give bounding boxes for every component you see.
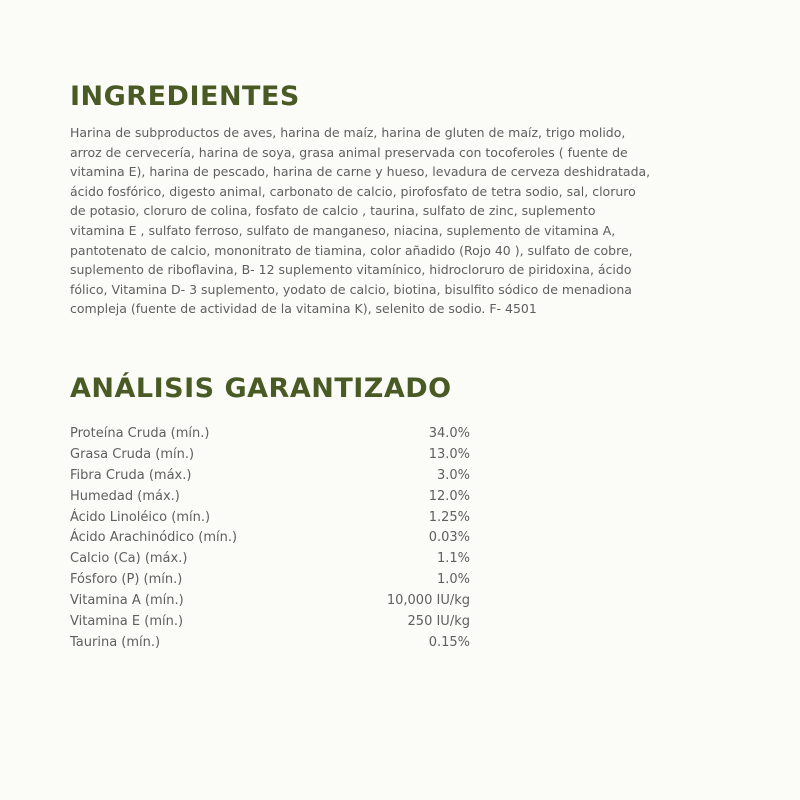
analysis-value: 1.25% (428, 509, 470, 525)
analysis-row (70, 633, 470, 654)
analysis-label: Grasa Cruda (mín.) (70, 446, 195, 462)
analysis-row (70, 549, 470, 570)
analysis-value: 12.0% (428, 488, 470, 504)
ingredients-line: fólico, Vitamina D- 3 suplemento, yodato de calcio, biotina, bisulfito sódico de menadiona (70, 281, 632, 297)
ingredients-heading: INGREDIENTES (70, 81, 300, 112)
analysis-value: 0.03% (428, 530, 470, 546)
analysis-value: 1.0% (436, 572, 470, 588)
ingredients-line: de potasio, cloruro de colina, fosfato de calcio , taurina, sulfato de zinc, suplemento (70, 203, 596, 219)
analysis-row (70, 591, 470, 612)
analysis-row (70, 466, 470, 487)
analysis-label: Fibra Cruda (máx.) (70, 467, 192, 483)
ingredients-line: Harina de subproductos de aves, harina de maíz, harina de gluten de maíz, trigo molido, (70, 125, 626, 140)
analysis-row (70, 487, 470, 508)
analysis-row (70, 424, 470, 445)
analysis-label: Ácido Linoléico (mín.) (70, 509, 211, 525)
analysis-label: Humedad (máx.) (70, 488, 180, 504)
analysis-value: 3.0% (436, 467, 470, 483)
ingredients-list (70, 123, 750, 319)
analysis-row (70, 528, 470, 549)
analysis-value: 10,000 IU/kg (386, 593, 470, 609)
analysis-label: Taurina (mín.) (70, 634, 161, 650)
analysis-value: 1.1% (436, 551, 470, 567)
ingredients-line: vitamina E), harina de pescado, harina de carne y hueso, levadura de cerveza deshidratada, (70, 164, 651, 180)
analysis-label: Vitamina E (mín.) (70, 614, 184, 630)
ingredients-line: suplemento de riboflavina, B- 12 suplemento vitamínico, hidrocloruro de piridoxina, ácido (70, 262, 632, 278)
analysis-value: 0.15% (428, 634, 470, 650)
analysis-value: 13.0% (428, 446, 470, 462)
ingredients-line: arroz de cervecería, harina de soya, grasa animal preservada con tocoferoles ( fuente de (70, 144, 628, 160)
analysis-label: Ácido Arachinódico (mín.) (70, 530, 238, 546)
ingredients-line: compleja (fuente de actividad de la vitamina K), selenito de sodio. F- 4501 (70, 301, 537, 317)
ingredients-line: pantotenato de calcio, mononitrato de tiamina, color añadido (Rojo 40 ), sulfato de cobre, (70, 242, 633, 258)
analysis-value: 34.0% (428, 426, 470, 441)
ingredients-line: ácido fosfórico, digesto animal, carbonato de calcio, pirofosfato de tetra sodio, sal, cloruro (70, 183, 636, 199)
analysis-row (70, 570, 470, 591)
analysis-label: Vitamina A (mín.) (70, 593, 184, 609)
guaranteed-analysis-heading: ANÁLISIS GARANTIZADO (70, 373, 452, 404)
guaranteed-analysis-table (70, 424, 470, 654)
analysis-row (70, 508, 470, 529)
analysis-row (70, 612, 470, 633)
analysis-label: Fósforo (P) (mín.) (70, 572, 183, 588)
analysis-value: 250 IU/kg (407, 614, 470, 630)
analysis-label: Calcio (Ca) (máx.) (70, 551, 188, 567)
analysis-label: Proteína Cruda (mín.) (70, 426, 210, 441)
ingredients-line: vitamina E , sulfato ferroso, sulfato de manganeso, niacina, suplemento de vitamina A, (70, 222, 616, 238)
analysis-row (70, 445, 470, 466)
